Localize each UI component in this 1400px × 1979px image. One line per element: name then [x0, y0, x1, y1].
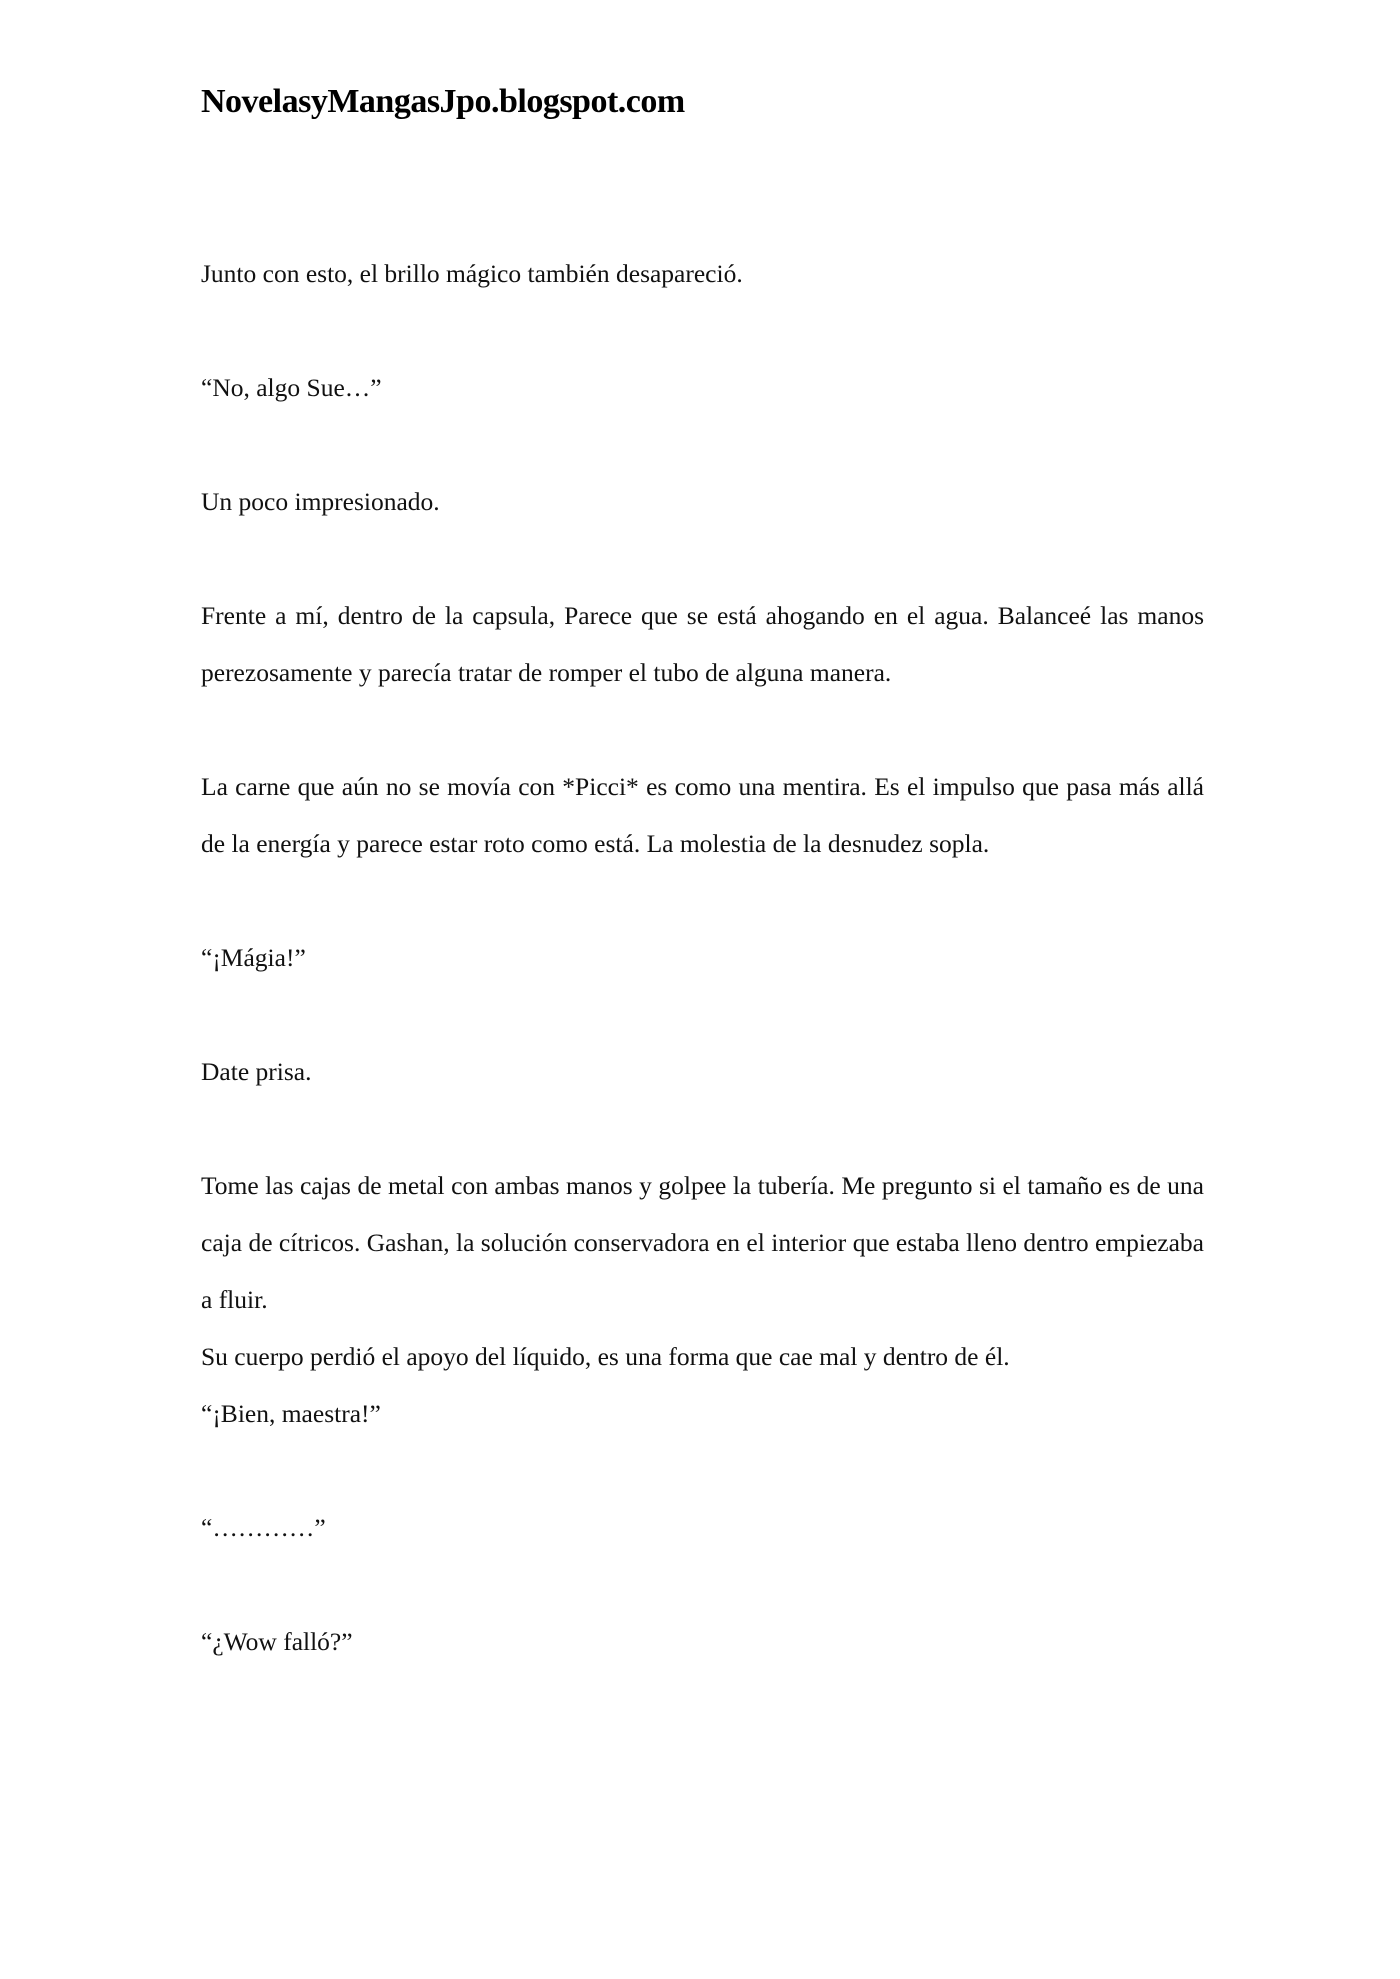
paragraph: Junto con esto, el brillo mágico también desapareció.: [201, 259, 743, 288]
paragraph: “No, algo Sue…”: [201, 373, 382, 402]
paragraph: “¡Bien, maestra!”: [201, 1399, 381, 1428]
paragraph: “…………”: [201, 1513, 326, 1542]
story-text: [201, 245, 1204, 1727]
paragraph: Su cuerpo perdió el apoyo del líquido, es una forma que cae mal y dentro de él.: [201, 1342, 1010, 1371]
paragraph: Date prisa.: [201, 1057, 312, 1086]
paragraph: Un poco impresionado.: [201, 487, 440, 516]
paragraph: Frente a mí, dentro de la capsula, Parece que se está ahogando en el agua. Balanceé las manos perezosamente y parecía tratar de romper el tubo de alguna manera.: [201, 601, 1204, 687]
paragraph: Tome las cajas de metal con ambas manos y golpee la tubería. Me pregunto si el tamaño es de una caja de cítricos. Gashan, la solución conservadora en el interior que estaba lleno dentro empiezaba a fluir.: [201, 1171, 1204, 1314]
paragraph: “¿Wow falló?”: [201, 1627, 353, 1656]
site-header: NovelasyMangasJpo.blogspot.com: [201, 83, 685, 120]
paragraph: “¡Mágia!”: [201, 943, 306, 972]
paragraph: La carne que aún no se movía con *Picci* es como una mentira. Es el impulso que pasa más allá de la energía y parece estar roto como está. La molestia de la desnudez sopla.: [201, 772, 1204, 858]
